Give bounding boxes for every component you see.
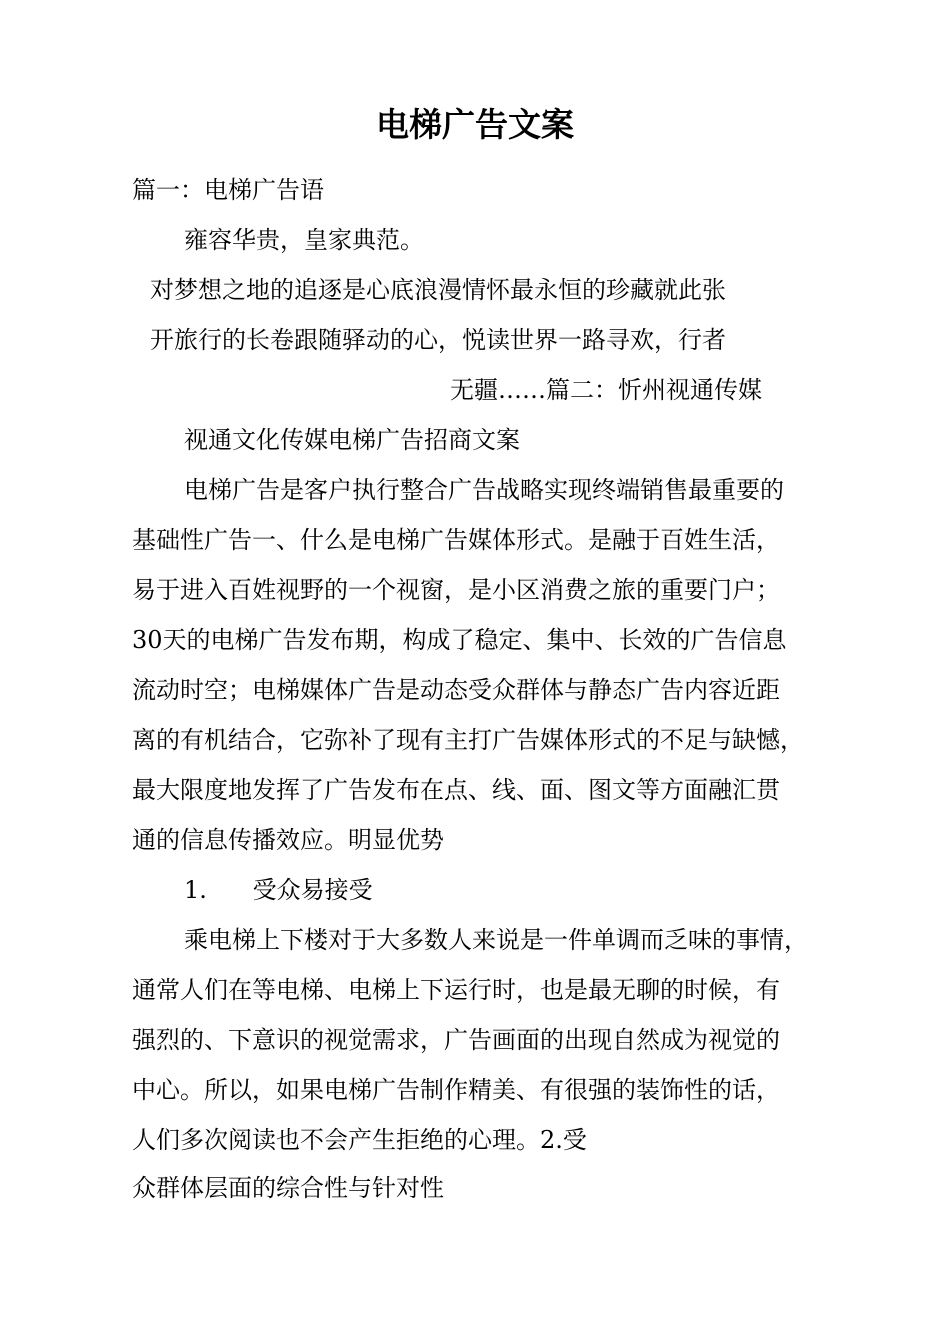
text-line-11: 流动时空；电梯媒体广告是动态受众群体与静态广告内容近距 <box>132 676 780 704</box>
text-line-6: 视通文化传媒电梯广告招商文案 <box>184 426 520 454</box>
text-line-3: 对梦想之地的追逐是心底浪漫情怀最永恒的珍藏就此张 <box>150 276 726 304</box>
text-line-20: 人们多次阅读也不会产生拒绝的心理。2.受 <box>132 1126 587 1154</box>
text-line-1: 篇一：电梯广告语 <box>132 176 324 204</box>
text-line-2: 雍容华贵，皇家典范。 <box>184 226 424 254</box>
text-line-12: 离的有机结合，它弥补了现有主打广告媒体形式的不足与缺憾， <box>132 726 804 754</box>
text-line-17: 通常人们在等电梯、电梯上下运行时，也是最无聊的时候，有 <box>132 976 780 1004</box>
text-line-13: 最大限度地发挥了广告发布在点、线、面、图文等方面融汇贯 <box>132 776 780 804</box>
text-line-9: 易于进入百姓视野的一个视窗，是小区消费之旅的重要门户； <box>132 576 780 604</box>
text-line-10: 30天的电梯广告发布期，构成了稳定、集中、长效的广告信息 <box>132 626 787 654</box>
text-line-19: 中心。所以，如果电梯广告制作精美、有很强的装饰性的话， <box>132 1076 780 1104</box>
text-line-16: 乘电梯上下楼对于大多数人来说是一件单调而乏味的事情， <box>184 926 808 954</box>
text-line-4: 开旅行的长卷跟随驿动的心，悦读世界一路寻欢，行者 <box>150 326 726 354</box>
text-line-14: 通的信息传播效应。明显优势 <box>132 826 444 854</box>
text-line-8: 基础性广告一、什么是电梯广告媒体形式。是融于百姓生活， <box>132 526 780 554</box>
text-line-21: 众群体层面的综合性与针对性 <box>132 1174 444 1202</box>
text-line-18: 强烈的、下意识的视觉需求，广告画面的出现自然成为视觉的 <box>132 1026 780 1054</box>
text-line-7: 电梯广告是客户执行整合广告战略实现终端销售最重要的 <box>184 476 784 504</box>
text-line-15: 1. 受众易接受 <box>184 876 373 904</box>
document-title: 电梯广告文案 <box>376 105 574 144</box>
text-line-5: 无疆……篇二：忻州视通传媒 <box>450 376 762 404</box>
